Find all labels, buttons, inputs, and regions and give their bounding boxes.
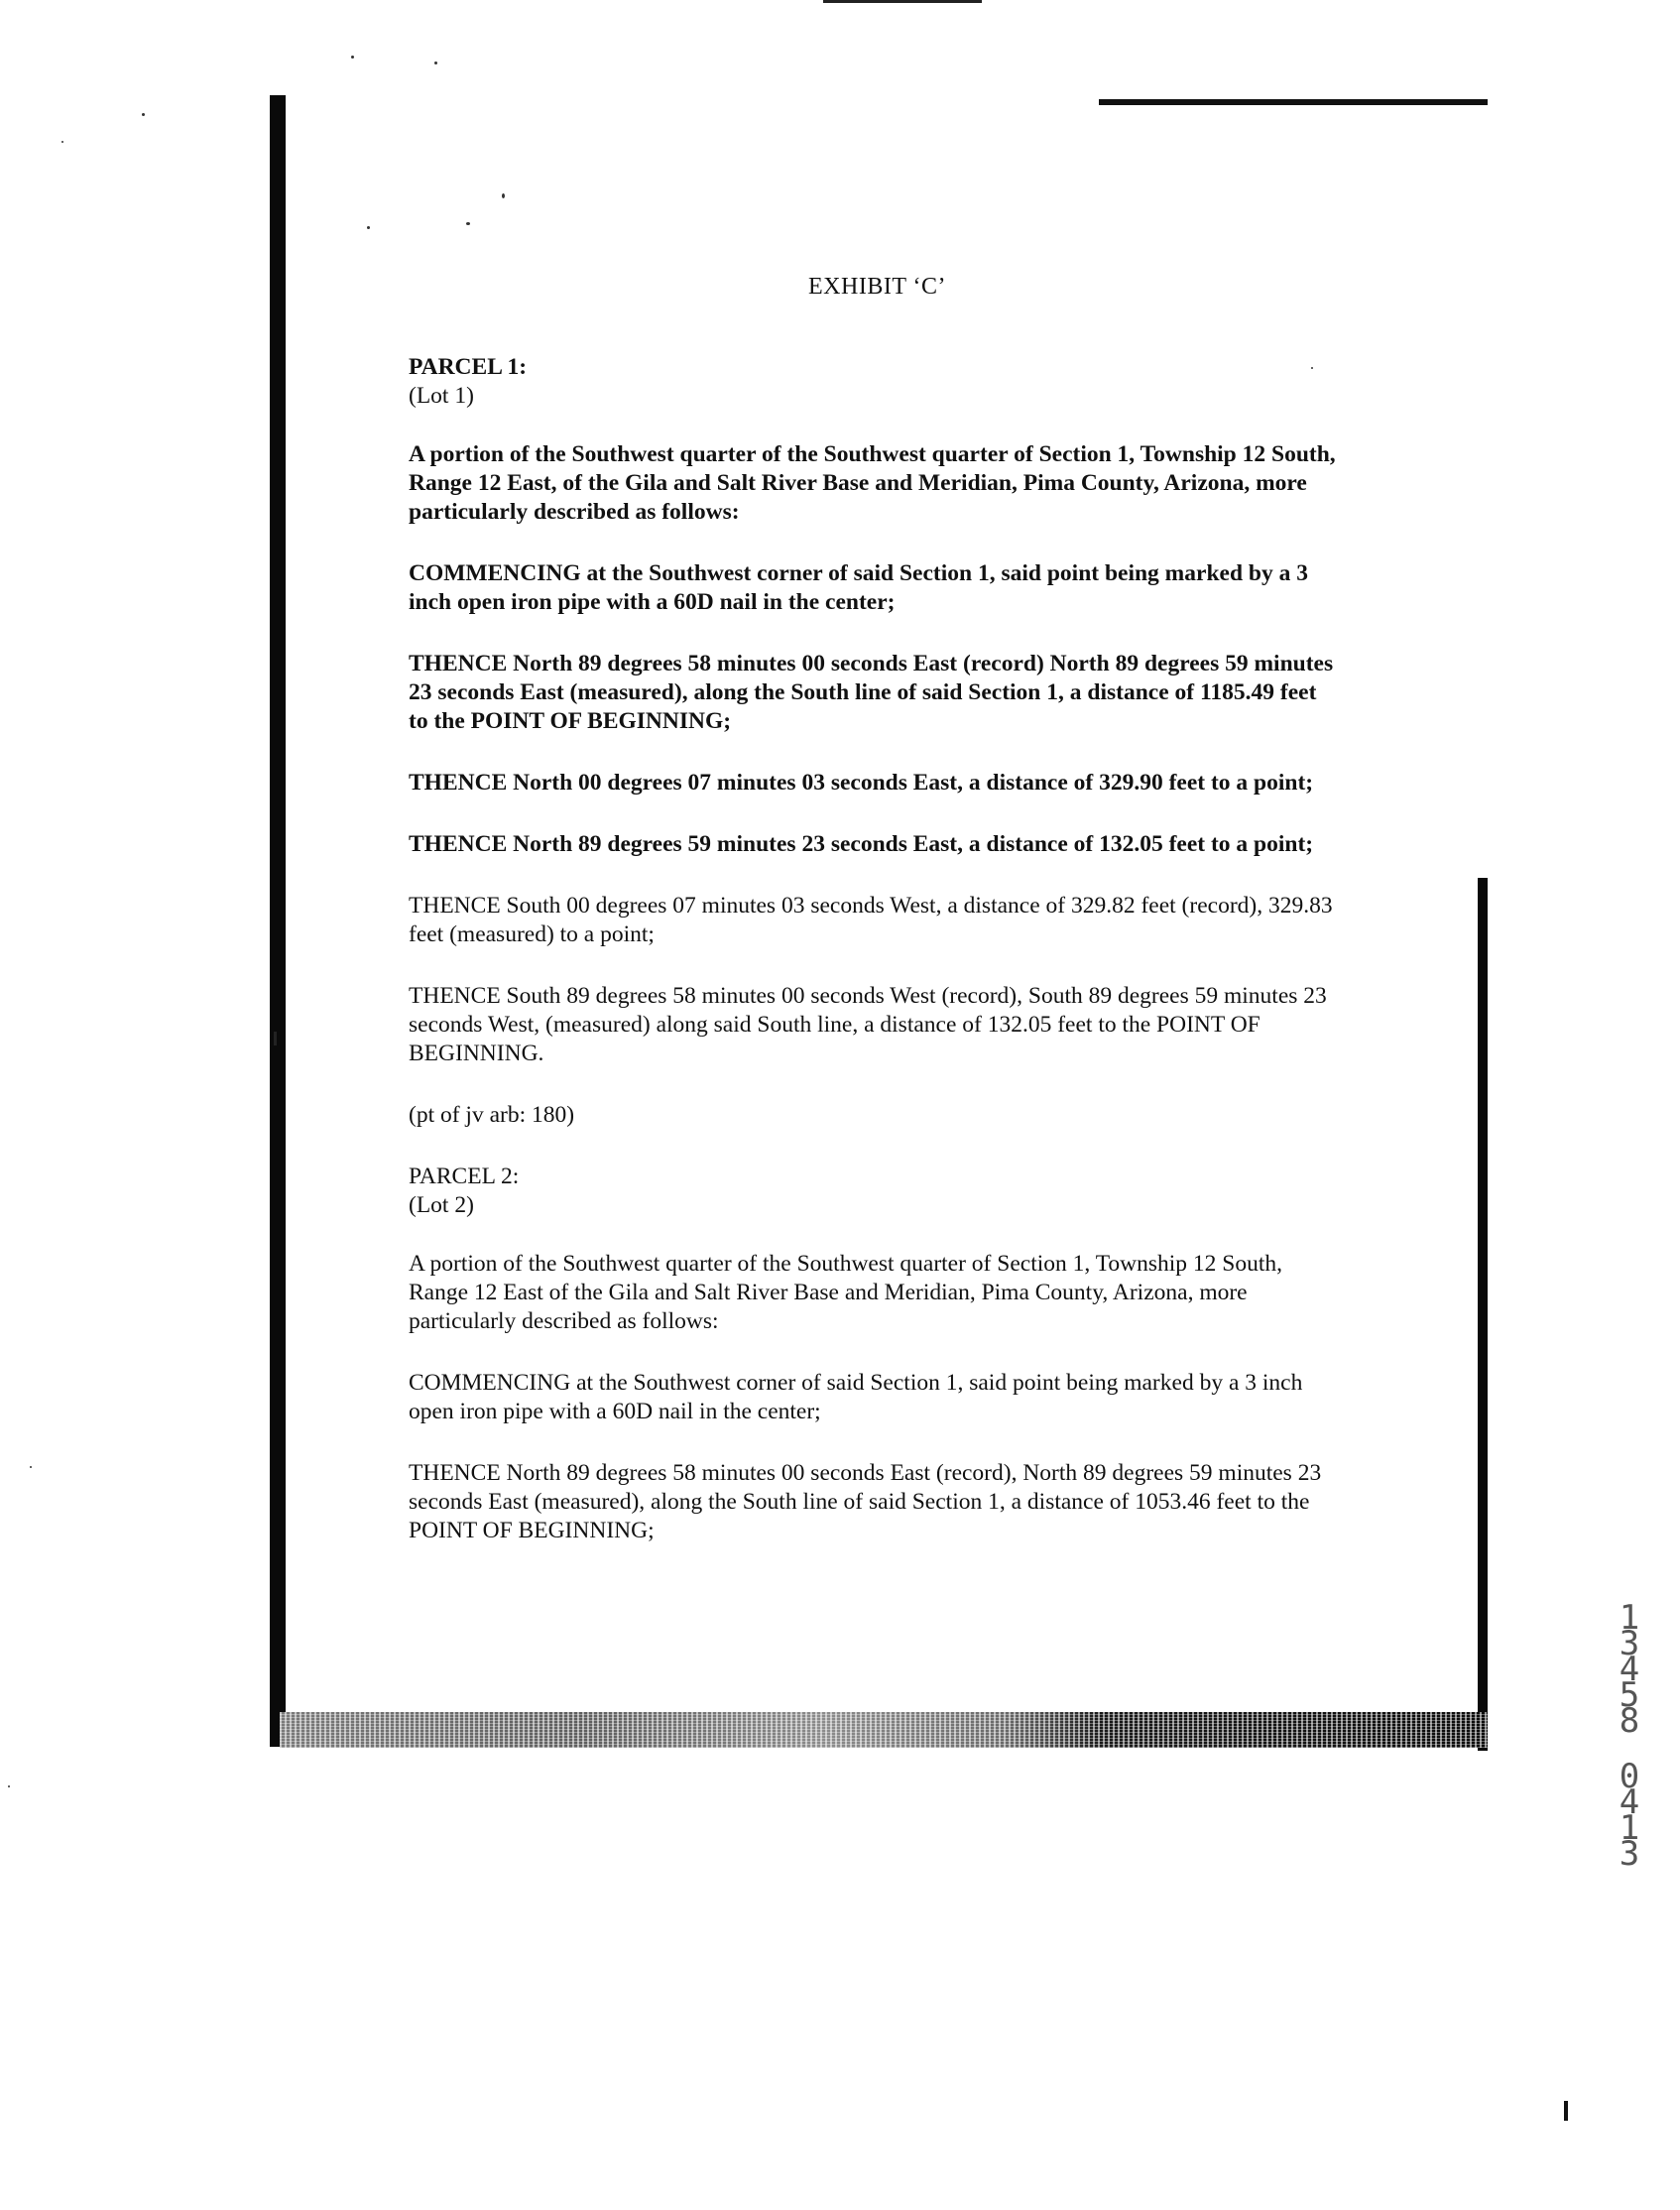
parcel-1-heading: PARCEL 1: xyxy=(409,354,528,380)
scan-top-edge xyxy=(823,0,982,3)
scan-speck xyxy=(351,56,354,59)
bates-number xyxy=(1615,1598,1644,1874)
parcel-2-description: A portion of the Southwest quarter of the Southwest quarter of Section 1, Township 12 South, Range 12 East of the Gila and Salt River Base and Meridian, Pima County, Arizona, more particularly described as follows: xyxy=(409,1251,1283,1334)
scan-speck xyxy=(8,1785,10,1787)
scan-left-border xyxy=(270,95,286,1747)
parcel-1-course-5: THENCE South 89 degrees 58 minutes 00 seconds West (record), South 89 degrees 59 minutes 23 seconds West, (measured) along said South line, a distance of 132.05 feet to the POINT OF BEGINNING. xyxy=(409,983,1327,1066)
parcel-2-commencing: COMMENCING at the Southwest corner of said Section 1, said point being marked by a 3 inch open iron pipe with a 60D nail in the center; xyxy=(409,1370,1303,1424)
scan-right-border xyxy=(1478,878,1488,1751)
scan-speck xyxy=(466,222,470,225)
legal-description xyxy=(409,353,1341,1578)
parcel-1-note: (pt of jv arb: 180) xyxy=(409,1102,575,1128)
scan-speck xyxy=(30,1466,32,1468)
parcel-1-course-4: THENCE South 00 degrees 07 minutes 03 seconds West, a distance of 329.82 feet (record), 329.83 feet (measured) to a point; xyxy=(409,893,1333,947)
scan-corner-mark xyxy=(1564,2101,1568,2121)
parcel-1-commencing: COMMENCING at the Southwest corner of said Section 1, said point being marked by a 3 inch open iron pipe with a 60D nail in the center; xyxy=(409,560,1308,615)
exhibit-title: EXHIBIT ‘C’ xyxy=(808,274,947,300)
parcel-1-course-2: THENCE North 00 degrees 07 minutes 03 seconds East, a distance of 329.90 feet to a point; xyxy=(409,770,1314,796)
scan-bottom-band xyxy=(280,1712,1488,1748)
scan-speck xyxy=(61,141,63,143)
bates-number-part-2: 0 4 1 3 xyxy=(1619,1757,1640,1874)
scan-speck xyxy=(142,113,145,116)
scan-top-rule xyxy=(1099,99,1488,105)
scan-speck xyxy=(502,193,505,198)
parcel-2-course-1: THENCE North 89 degrees 58 minutes 00 seconds East (record), North 89 degrees 59 minutes 23 seconds East (measured), along the South line of said Section 1, a distance of 1053.46 feet to the POINT OF BEGINNING; xyxy=(409,1460,1322,1543)
scan-speck xyxy=(367,226,370,229)
parcel-2-lot: (Lot 2) xyxy=(409,1192,474,1218)
parcel-1-course-3: THENCE North 89 degrees 59 minutes 23 seconds East, a distance of 132.05 feet to a point; xyxy=(409,831,1314,857)
parcel-1-lot: (Lot 1) xyxy=(409,383,474,409)
bates-number-part-1: 1 3 4 5 8 xyxy=(1619,1598,1640,1741)
parcel-2-heading: PARCEL 2: xyxy=(409,1164,520,1189)
scan-speck xyxy=(434,61,437,64)
parcel-1-description: A portion of the Southwest quarter of the Southwest quarter of Section 1, Township 12 South, Range 12 East, of the Gila and Salt River Base and Meridian, Pima County, Arizona, more particularly described as follows: xyxy=(409,441,1336,525)
parcel-1-course-1: THENCE North 89 degrees 58 minutes 00 seconds East (record) North 89 degrees 59 minutes 23 seconds East (measured), along the South line of said Section 1, a distance of 1185.49 feet to the POINT OF BEGINNING; xyxy=(409,651,1334,734)
scan-left-tick xyxy=(274,1032,277,1045)
